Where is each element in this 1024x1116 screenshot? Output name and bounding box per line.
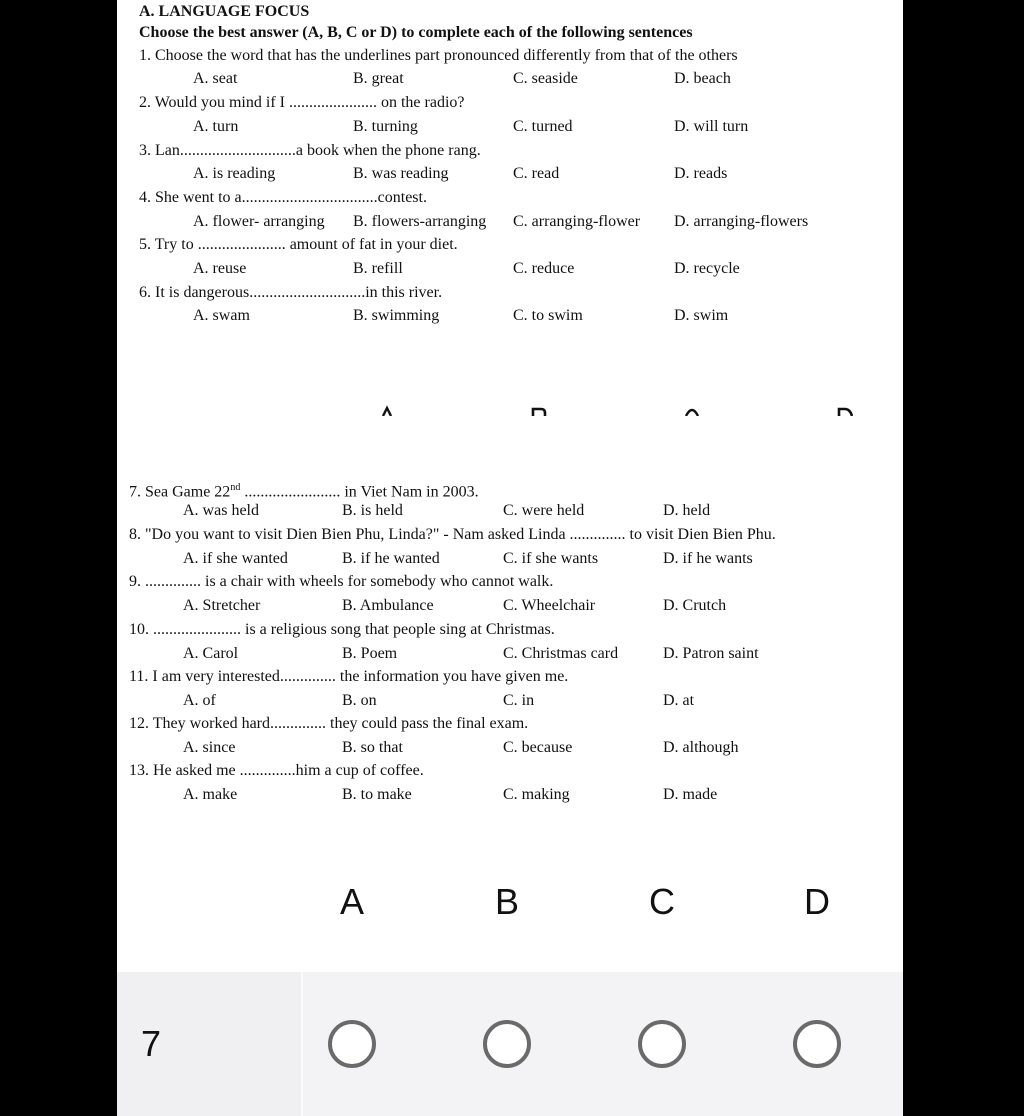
q12-option-a: A. since	[183, 739, 236, 756]
q13-option-a: A. make	[183, 786, 238, 803]
q1-option-b: B. great	[353, 70, 404, 87]
q1-option-a: A. seat	[193, 70, 238, 87]
answer-grid-row	[117, 972, 903, 1116]
q4-option-b: B. flowers-arranging	[353, 213, 487, 230]
q8-option-a: A. if she wanted	[183, 550, 288, 567]
question-10: 10. ...................... is a religious song that people sing at Christmas.	[129, 621, 555, 638]
q2-option-b: B. turning	[353, 118, 418, 135]
cutoff-letter-d	[837, 402, 853, 416]
grid-row-label: 7	[141, 1023, 162, 1064]
question-11: 11. I am very interested.............. the information you have given me.	[129, 668, 569, 685]
cutoff-letter-a	[379, 402, 395, 416]
radio-option-a[interactable]	[328, 1020, 376, 1068]
q3-option-d: D. reads	[674, 165, 728, 182]
question-4: 4. She went to a..................................contest.	[139, 189, 427, 206]
q12-option-b: B. so that	[342, 739, 403, 756]
q11-option-d: D. at	[663, 692, 695, 709]
question-3: 3. Lan.............................a book when the phone rang.	[139, 142, 481, 159]
q6-option-c: C. to swim	[513, 307, 583, 324]
q7-prefix: 7. Sea Game 22	[129, 483, 231, 501]
q13-option-b: B. to make	[342, 786, 412, 803]
q2-option-c: C. turned	[513, 118, 573, 135]
q12-option-c: C. because	[503, 739, 573, 756]
q3-option-b: B. was reading	[353, 165, 449, 182]
q4-option-d: D. arranging-flowers	[674, 213, 809, 230]
q13-option-c: C. making	[503, 786, 570, 803]
q2-option-a: A. turn	[193, 118, 239, 135]
section-title: A. LANGUAGE FOCUS	[139, 3, 310, 20]
question-13: 13. He asked me ..............him a cup of coffee.	[129, 762, 424, 779]
grid-column-c: C	[649, 881, 675, 922]
grid-row-label-cell	[117, 972, 303, 1116]
q7-option-a: A. was held	[183, 502, 259, 519]
q10-option-a: A. Carol	[183, 645, 239, 662]
q5-option-a: A. reuse	[193, 260, 247, 277]
question-1: 1. Choose the word that has the underlines part pronounced differently from that of the others	[139, 47, 738, 64]
q6-option-b: B. swimming	[353, 307, 440, 324]
radio-option-c[interactable]	[638, 1020, 686, 1068]
q7-option-c: C. were held	[503, 502, 585, 519]
instruction-text: Choose the best answer (A, B, C or D) to complete each of the following sentences	[139, 24, 693, 41]
q6-option-a: A. swam	[193, 307, 250, 324]
question-12: 12. They worked hard.............. they could pass the final exam.	[129, 715, 529, 732]
q7-option-d: D. held	[663, 502, 711, 519]
q9-option-a: A. Stretcher	[183, 597, 261, 614]
q10-option-b: B. Poem	[342, 645, 398, 662]
q9-option-c: C. Wheelchair	[503, 597, 596, 614]
grid-column-d: D	[804, 881, 830, 922]
question-5: 5. Try to ...................... amount of fat in your diet.	[139, 236, 458, 253]
q9-option-d: D. Crutch	[663, 597, 727, 614]
q3-option-c: C. read	[513, 165, 560, 182]
q10-option-c: C. Christmas card	[503, 645, 619, 662]
q13-option-d: D. made	[663, 786, 718, 803]
grid-column-b: B	[494, 881, 519, 922]
q7-suffix: ........................ in Viet Nam in 2003.	[240, 483, 479, 501]
q12-option-d: D. although	[663, 739, 739, 756]
q1-option-d: D. beach	[674, 70, 731, 87]
q4-option-a: A. flower- arranging	[193, 213, 325, 230]
q7-option-b: B. is held	[342, 502, 403, 519]
q11-option-c: C. in	[503, 692, 535, 709]
q1-option-c: C. seaside	[513, 70, 578, 87]
question-8: 8. "Do you want to visit Dien Bien Phu, Linda?" - Nam asked Linda .............. to visit Dien Bien Phu.	[129, 526, 776, 543]
grid-column-a: A	[339, 881, 364, 922]
q5-option-d: D. recycle	[674, 260, 740, 277]
q6-option-d: D. swim	[674, 307, 729, 324]
q8-option-c: C. if she wants	[503, 550, 599, 567]
question-9: 9. .............. is a chair with wheels for somebody who cannot walk.	[129, 573, 554, 590]
q9-option-b: B. Ambulance	[342, 597, 434, 614]
cutoff-letter-b	[531, 402, 547, 416]
q3-option-a: A. is reading	[193, 165, 276, 182]
q5-option-b: B. refill	[353, 260, 403, 277]
q4-option-c: C. arranging-flower	[513, 213, 641, 230]
question-6: 6. It is dangerous.............................in this river.	[139, 284, 443, 301]
question-2: 2. Would you mind if I ...................... on the radio?	[139, 94, 465, 111]
q2-option-d: D. will turn	[674, 118, 749, 135]
radio-option-d[interactable]	[793, 1020, 841, 1068]
cutoff-letter-c	[684, 402, 700, 416]
question-7	[129, 478, 479, 502]
q7-superscript: nd	[230, 482, 241, 493]
q8-option-d: D. if he wants	[663, 550, 753, 567]
q11-option-b: B. on	[342, 692, 377, 709]
q10-option-d: D. Patron saint	[663, 645, 759, 662]
radio-option-b[interactable]	[483, 1020, 531, 1068]
worksheet-page	[117, 0, 903, 1116]
q5-option-c: C. reduce	[513, 260, 575, 277]
q11-option-a: A. of	[183, 692, 216, 709]
q8-option-b: B. if he wanted	[342, 550, 440, 567]
